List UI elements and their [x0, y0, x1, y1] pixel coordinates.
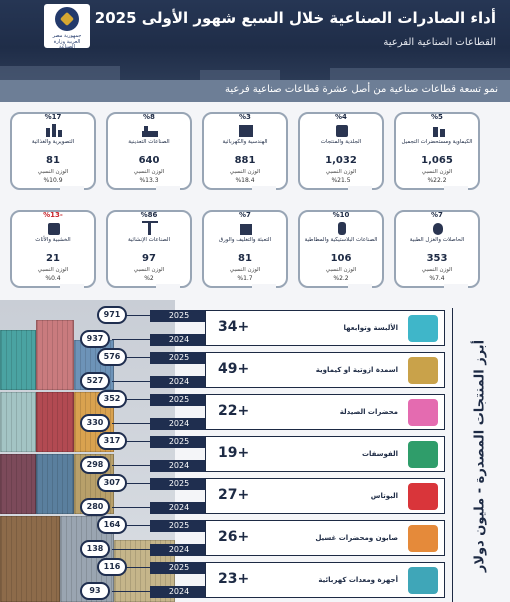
weight-value: %2.2 — [333, 275, 349, 282]
sector-card — [298, 112, 384, 190]
connector-line-2024 — [112, 423, 154, 424]
value-2025: 317 — [97, 432, 127, 450]
sector-value: 97 — [142, 253, 156, 264]
container-stack-decoration — [0, 66, 120, 80]
connector-line-2024 — [112, 591, 154, 592]
leather-icon — [333, 123, 351, 137]
product-name: الألبسة وتوابعها — [343, 324, 398, 332]
pills-icon — [408, 399, 438, 426]
sector-name: الجلدية والمنتجات — [320, 139, 362, 145]
sector-name: الهندسية والكهربائية — [222, 139, 268, 145]
year-label-2025: 2025 — [150, 352, 208, 364]
sector-growth: %4 — [335, 113, 347, 121]
year-label-2025: 2025 — [150, 436, 208, 448]
sector-growth: %3 — [239, 113, 251, 121]
product-name: البوتاس — [370, 492, 398, 500]
connector-line-2024 — [112, 381, 154, 382]
box-icon — [237, 221, 255, 235]
product-change: 34+ — [218, 319, 250, 335]
sector-growth: %86 — [140, 211, 158, 219]
weight-label: الوزن النسبي — [325, 267, 357, 273]
weight-label: الوزن النسبي — [133, 169, 165, 175]
page-subtitle: القطاعات الصناعية الفرعية — [383, 37, 496, 48]
value-2024: 280 — [80, 498, 110, 516]
shirt-icon — [408, 315, 438, 342]
weight-value: %1.7 — [237, 275, 253, 282]
banner-text: نمو تسعة قطاعات صناعية من أصل عشرة قطاعات صناعية فرعية — [224, 84, 498, 95]
page-title: أداء الصادرات الصناعية خلال السبع شهور الأولى 2025 — [94, 9, 496, 27]
value-2025: 307 — [97, 474, 127, 492]
product-change: 22+ — [218, 403, 250, 419]
chemical-icon — [429, 123, 447, 137]
year-label-2024: 2024 — [150, 334, 208, 346]
sector-growth: %7 — [239, 211, 251, 219]
sector-card — [106, 210, 192, 288]
year-label-2025: 2025 — [150, 478, 208, 490]
textile-icon — [429, 221, 447, 235]
product-row — [205, 520, 445, 556]
fertilizer-icon — [408, 357, 438, 384]
value-2024: 937 — [80, 330, 110, 348]
value-2024: 298 — [80, 456, 110, 474]
sector-name: الحاصلات والغزل الطبية — [409, 237, 465, 243]
year-label-2024: 2024 — [150, 418, 208, 430]
value-2024: 93 — [80, 582, 110, 600]
product-row — [205, 394, 445, 430]
ministry-logo — [44, 4, 90, 48]
sector-name: الصناعات البلاستيكية والمطاطية — [304, 237, 378, 243]
product-name: اسمدة ازوتية او كيماوية — [315, 366, 398, 374]
emblem-icon — [55, 7, 79, 31]
weight-label: الوزن النسبي — [421, 267, 453, 273]
sector-name: الكيماوية ومستحضرات التجميل — [401, 139, 473, 145]
weight-label: الوزن النسبي — [325, 169, 357, 175]
connector-line-2024 — [112, 549, 154, 550]
product-name: أجهزة ومعدات كهربائية — [318, 576, 398, 584]
product-change: 49+ — [218, 361, 250, 377]
sector-value: 21 — [46, 253, 60, 264]
sector-value: 1,032 — [325, 155, 357, 166]
year-label-2024: 2024 — [150, 502, 208, 514]
sector-card — [394, 210, 480, 288]
year-label-2025: 2025 — [150, 520, 208, 532]
sector-card — [394, 112, 480, 190]
sector-card — [202, 210, 288, 288]
sector-value: 1,065 — [421, 155, 453, 166]
factory-icon — [141, 123, 159, 137]
product-change: 23+ — [218, 571, 250, 587]
sector-name: الصناعات التعدينية — [128, 139, 170, 145]
weight-value: %22.2 — [427, 177, 447, 184]
weight-value: %13.3 — [139, 177, 159, 184]
weight-value: %7.4 — [429, 275, 445, 282]
year-label-2024: 2024 — [150, 460, 208, 472]
sector-card — [10, 112, 96, 190]
value-2025: 116 — [97, 558, 127, 576]
product-row — [205, 436, 445, 472]
sector-value: 81 — [46, 155, 60, 166]
product-row — [205, 310, 445, 346]
value-2025: 164 — [97, 516, 127, 534]
year-label-2025: 2025 — [150, 394, 208, 406]
container-stack-decoration — [200, 70, 280, 80]
sector-name: الخشبية والأثاث — [35, 237, 71, 243]
appliance-icon — [408, 567, 438, 594]
medical-icon — [45, 221, 63, 235]
sector-growth: %10 — [332, 211, 350, 219]
connector-line-2024 — [112, 339, 154, 340]
product-change: 26+ — [218, 529, 250, 545]
product-change: 19+ — [218, 445, 250, 461]
product-change: 27+ — [218, 487, 250, 503]
product-row — [205, 352, 445, 388]
value-2025: 576 — [97, 348, 127, 366]
connector-line-2024 — [112, 507, 154, 508]
building-icon — [237, 123, 255, 137]
side-divider — [452, 308, 453, 602]
soap-icon — [408, 525, 438, 552]
products-section-title: أبرز المنتجات المصدرة - مليون دولار — [472, 339, 488, 573]
connector-line-2024 — [112, 465, 154, 466]
sector-growth: %8 — [143, 113, 155, 121]
value-2025: 971 — [97, 306, 127, 324]
sector-growth: %17 — [44, 113, 62, 121]
container-stack-decoration — [330, 68, 510, 80]
sector-growth: %7 — [431, 211, 443, 219]
product-name: صابون ومحضرات غسيل — [315, 534, 398, 542]
weight-value: %21.5 — [331, 177, 351, 184]
year-label-2024: 2024 — [150, 544, 208, 556]
header — [0, 0, 510, 80]
year-label-2024: 2024 — [150, 586, 208, 598]
weight-value: %0.4 — [45, 275, 61, 282]
potash-icon — [408, 483, 438, 510]
value-2024: 138 — [80, 540, 110, 558]
weight-value: %2 — [144, 275, 154, 282]
food-icon — [45, 123, 63, 137]
weight-label: الوزن النسبي — [229, 267, 261, 273]
sector-card — [298, 210, 384, 288]
product-name: محضرات الصيدلة — [339, 408, 398, 416]
sector-card — [10, 210, 96, 288]
year-label-2025: 2025 — [150, 310, 208, 322]
weight-value: %10.9 — [43, 177, 63, 184]
weight-label: الوزن النسبي — [229, 169, 261, 175]
sector-value: 353 — [426, 253, 448, 264]
product-row — [205, 562, 445, 598]
value-2024: 527 — [80, 372, 110, 390]
sector-value: 640 — [138, 155, 160, 166]
sector-growth: %13- — [43, 211, 63, 219]
plastic-icon — [333, 221, 351, 235]
weight-label: الوزن النسبي — [133, 267, 165, 273]
sector-card — [202, 112, 288, 190]
year-label-2025: 2025 — [150, 562, 208, 574]
crane-icon — [141, 221, 159, 235]
growth-banner — [0, 80, 510, 102]
sector-value: 106 — [330, 253, 352, 264]
product-row — [205, 478, 445, 514]
logo-text: جمهورية مصر العربية وزارة الصناعة — [52, 33, 82, 50]
weight-label: الوزن النسبي — [421, 169, 453, 175]
weight-label: الوزن النسبي — [37, 169, 69, 175]
weight-label: الوزن النسبي — [37, 267, 69, 273]
sector-name: التصويرية والغذائية — [31, 139, 75, 145]
sector-value: 81 — [238, 253, 252, 264]
product-name: الفوسفات — [361, 450, 398, 458]
value-2024: 330 — [80, 414, 110, 432]
sector-growth: %5 — [431, 113, 443, 121]
sector-name: الصناعات الإنشائية — [127, 237, 171, 243]
phosphate-icon — [408, 441, 438, 468]
sector-card — [106, 112, 192, 190]
sector-name: التعبئة والتغليف والورق — [218, 237, 272, 243]
year-label-2024: 2024 — [150, 376, 208, 388]
weight-value: %18.4 — [235, 177, 255, 184]
value-2025: 352 — [97, 390, 127, 408]
sector-value: 881 — [234, 155, 256, 166]
